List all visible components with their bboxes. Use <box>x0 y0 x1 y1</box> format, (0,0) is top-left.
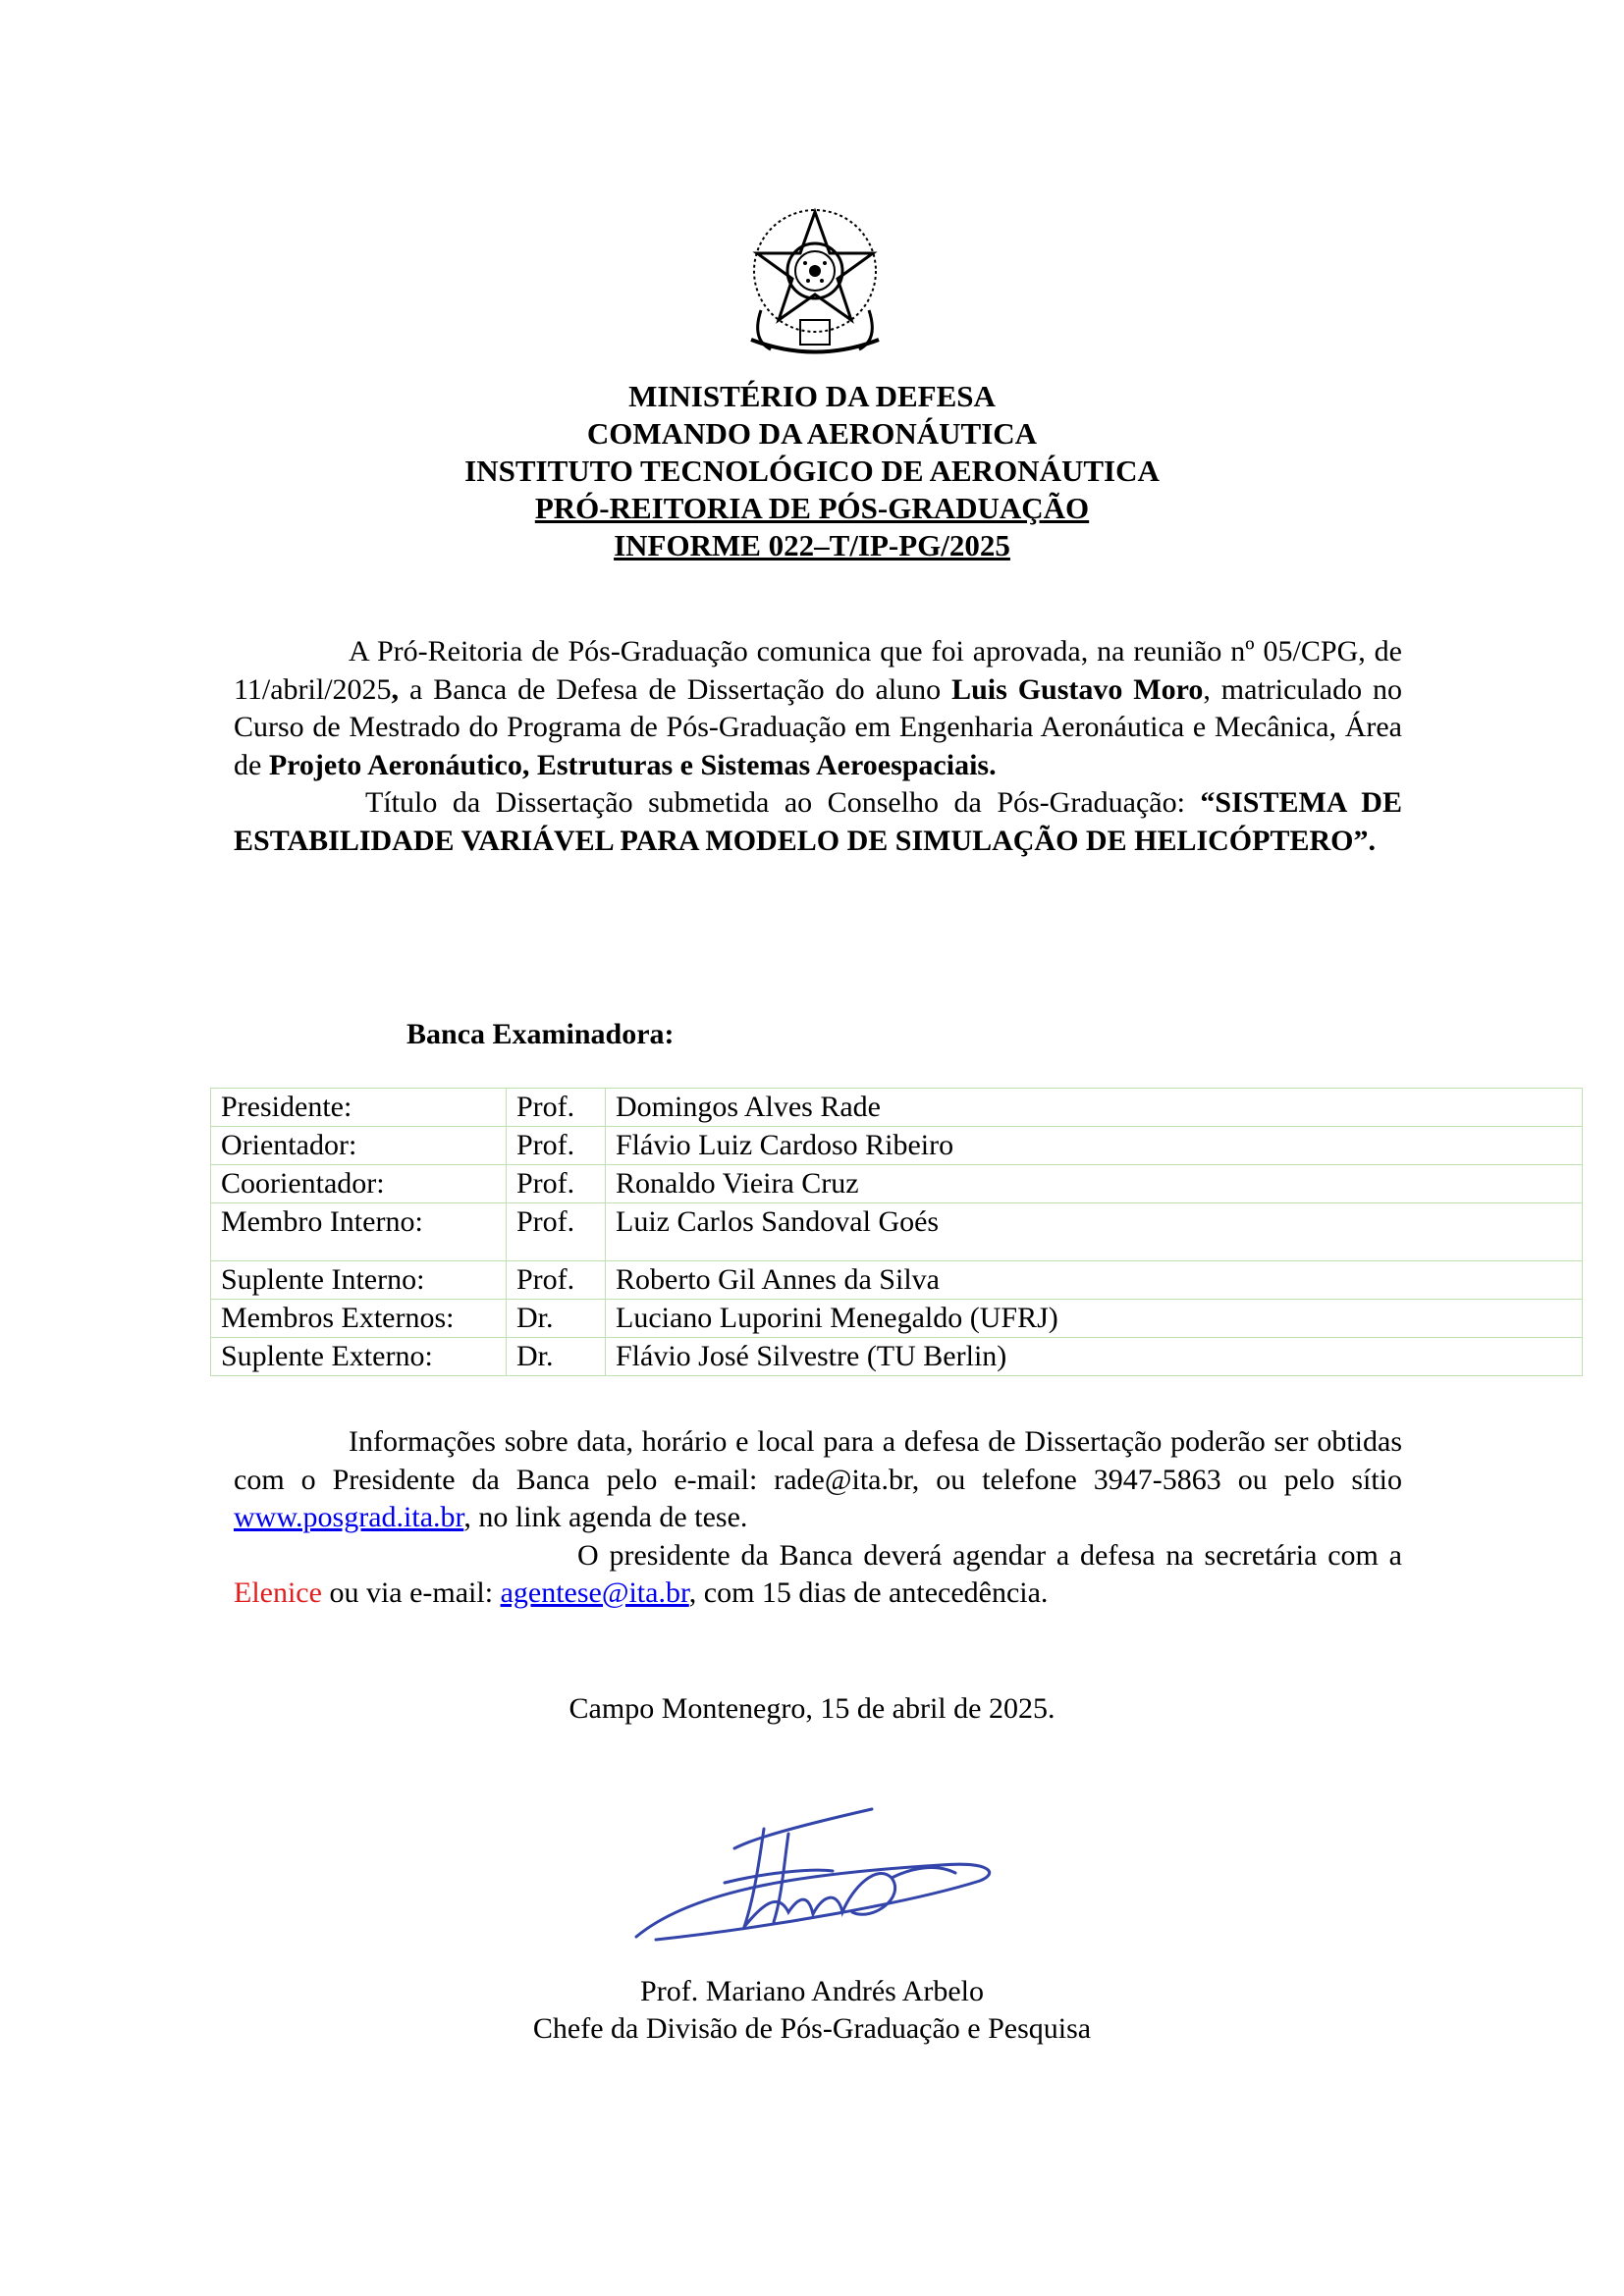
examiner-title: Prof. <box>507 1203 606 1261</box>
signer-block <box>0 1973 1624 2048</box>
paragraph-title <box>234 784 1402 860</box>
examiner-role: Suplente Externo: <box>211 1338 507 1376</box>
scheduling-text: O presidente da Banca deverá agendar a defesa na secretária com a <box>577 1538 1402 1572</box>
examiner-role: Coorientador: <box>211 1165 507 1203</box>
signer-name: Prof. Mariano Andrés Arbelo <box>640 1975 984 2007</box>
approval-text-2: a Banca de Defesa de Dissertação do aluno <box>399 672 952 706</box>
examiner-role: Presidente: <box>211 1089 507 1127</box>
examiner-name: Domingos Alves Rade <box>606 1089 1583 1127</box>
table-row <box>211 1261 1583 1300</box>
examiner-name: Luiz Carlos Sandoval Goés <box>606 1203 1583 1261</box>
contact-text: Informações sobre data, horário e local para a defesa de Dissertação poderão ser obtidas com o Presidente da Banca pelo e-mail: rade@ita.br, ou telefone 3947-5863 ou pelo sítio <box>234 1425 1402 1496</box>
examiners-table <box>210 1088 1583 1376</box>
table-row <box>211 1300 1583 1338</box>
examiner-role: Membro Interno: <box>211 1203 507 1261</box>
examiner-name: Roberto Gil Annes da Silva <box>606 1261 1583 1300</box>
table-row <box>211 1127 1583 1165</box>
examiner-name: Flávio Luiz Cardoso Ribeiro <box>606 1127 1583 1165</box>
examiner-name: Luciano Luporini Menegaldo (UFRJ) <box>606 1300 1583 1338</box>
posgrad-site-link[interactable]: www.posgrad.ita.br <box>234 1501 464 1533</box>
coat-of-arms-emblem <box>731 192 898 371</box>
title-intro: Título da Dissertação submetida ao Conselho da Pós-Graduação: <box>365 786 1201 819</box>
table-row <box>211 1089 1583 1127</box>
examiner-name: Flávio José Silvestre (TU Berlin) <box>606 1338 1583 1376</box>
examiner-role: Membros Externos: <box>211 1300 507 1338</box>
announcement-body <box>234 633 1402 860</box>
handwritten-signature <box>617 1804 1009 1951</box>
agentese-email-link[interactable]: agentese@ita.br <box>500 1576 689 1609</box>
header-informe-number: INFORME 022–T/IP-PG/2025 <box>614 528 1010 562</box>
scheduling-text-2: ou via e-mail: <box>321 1576 501 1609</box>
scheduling-text-3: , com 15 dias de antecedência. <box>688 1576 1049 1609</box>
examiner-title: Prof. <box>507 1165 606 1203</box>
paragraph-scheduling <box>234 1537 1402 1613</box>
examining-board-label: Banca Examinadora: <box>406 1018 675 1050</box>
signer-position: Chefe da Divisão de Pós-Graduação e Pesquisa <box>532 2012 1092 2045</box>
examiner-title: Prof. <box>507 1089 606 1127</box>
examiner-title: Dr. <box>507 1300 606 1338</box>
header-pro-rectory: PRÓ-REITORIA DE PÓS-GRADUAÇÃO <box>534 491 1090 525</box>
paragraph-contact-info <box>234 1423 1402 1537</box>
research-area: Projeto Aeronáutico, Estruturas e Sistemas Aeroespaciais. <box>268 748 997 781</box>
date-line: Campo Montenegro, 15 de abril de 2025. <box>568 1692 1056 1725</box>
header-command: COMANDO DA AERONÁUTICA <box>586 416 1038 451</box>
header-ministry: MINISTÉRIO DA DEFESA <box>628 379 996 413</box>
examiner-title: Prof. <box>507 1261 606 1300</box>
approval-text: A Pró-Reitoria de Pós-Graduação comunica que foi aprovada, na reunião nº 05/CPG, de 11/abril/2025 <box>234 635 1402 706</box>
defense-info <box>234 1423 1402 1613</box>
examiner-title: Dr. <box>507 1338 606 1376</box>
dissertation-title: “SISTEMA DE ESTABILIDADE VARIÁVEL PARA MODELO DE SIMULAÇÃO DE HELICÓPTERO”. <box>234 786 1402 857</box>
approval-text-3: , matriculado no Curso de Mestrado do Programa de Pós-Graduação em Engenharia Aeronáutica e Mecânica, Área de <box>234 672 1403 781</box>
student-name: Luis Gustavo Moro <box>951 672 1204 706</box>
table-row <box>211 1203 1583 1261</box>
examiner-name: Ronaldo Vieira Cruz <box>606 1165 1583 1203</box>
examiner-title: Prof. <box>507 1127 606 1165</box>
table-row <box>211 1338 1583 1376</box>
examiner-role: Orientador: <box>211 1127 507 1165</box>
secretary-name: Elenice <box>234 1576 322 1609</box>
approval-comma: , <box>391 672 400 706</box>
table-row <box>211 1165 1583 1203</box>
document-header <box>0 378 1624 564</box>
contact-text-2: , no link agenda de tese. <box>463 1501 748 1533</box>
examiner-role: Suplente Interno: <box>211 1261 507 1300</box>
header-institute: INSTITUTO TECNOLÓGICO DE AERONÁUTICA <box>464 454 1160 488</box>
paragraph-approval <box>234 633 1402 784</box>
